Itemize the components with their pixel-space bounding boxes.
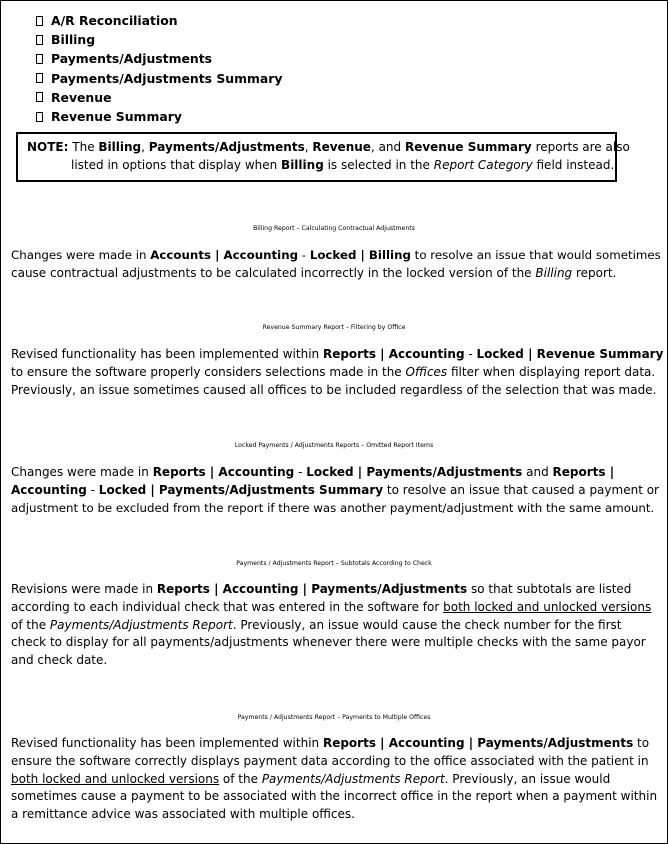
- para-text: Changes were made in: [11, 465, 153, 479]
- note-bold: Revenue Summary: [404, 140, 532, 154]
- list-item-label: Payments/Adjustments: [51, 51, 213, 67]
- para-text: Revised functionality has been implemented within: [11, 736, 323, 750]
- para-text: -: [86, 482, 99, 497]
- checkbox-icon[interactable]: [36, 92, 43, 102]
- para-text: report.: [572, 265, 617, 280]
- para-text: cause contractual adjustments to be calculated incorrectly in the locked version of the: [11, 265, 536, 280]
- para-underline: both locked and unlocked versions: [443, 599, 652, 614]
- para-text: sometimes cause a payment to be associated with the incorrect office in the report when a payment within: [11, 789, 658, 804]
- section-heading: Payments / Adjustments Report – Payments to Multiple Offices: [237, 714, 431, 721]
- para-bold: Reports | Accounting: [152, 465, 295, 479]
- section-heading: Payments / Adjustments Report – Subtotals According to Check: [236, 560, 432, 567]
- note-bold: Billing: [98, 140, 142, 154]
- checkbox-icon[interactable]: [36, 16, 43, 26]
- section-heading: Revenue Summary Report – Filtering by Office: [262, 324, 406, 331]
- list-item-label: Revenue: [51, 89, 112, 105]
- checkbox-icon[interactable]: [36, 35, 43, 45]
- section-paragraph: [11, 464, 663, 517]
- note-box: [16, 132, 630, 182]
- para-bold: Reports |: [552, 465, 615, 479]
- para-bold: Reports | Accounting: [322, 347, 465, 361]
- section-paragraph: [11, 581, 663, 670]
- para-text: adjustment to be excluded from the report if there was another payment/adjustment with the same amount.: [11, 500, 655, 515]
- checkbox-icon[interactable]: [36, 54, 43, 64]
- para-text: so that subtotals are listed: [467, 582, 632, 596]
- note-bold: Billing: [281, 158, 324, 172]
- note-line-2: [71, 156, 614, 174]
- para-bold: Locked | Revenue Summary: [476, 347, 664, 361]
- note-text: The: [68, 140, 99, 154]
- note-line-1: [27, 138, 630, 156]
- para-text: -: [294, 465, 307, 479]
- note-text: reports are also: [531, 140, 630, 154]
- note-text: is selected in the: [323, 158, 434, 172]
- section-heading: Billing Report – Calculating Contractual Adjustments: [253, 225, 415, 232]
- para-text: filter when displaying report data.: [447, 364, 656, 379]
- note-label: NOTE:: [27, 140, 69, 154]
- list-item-label: Revenue Summary: [51, 108, 182, 124]
- note-text: ,: [141, 140, 149, 154]
- para-text: to ensure the software properly considers selections made in the: [11, 364, 406, 379]
- para-bold: Accounts | Accounting: [150, 248, 299, 262]
- section-paragraph: [11, 247, 663, 283]
- para-text: of the: [219, 771, 262, 786]
- note-text: field instead.: [532, 158, 615, 172]
- para-text: Revisions were made in: [11, 582, 157, 596]
- list-item[interactable]: [36, 107, 282, 126]
- para-text: . Previously, an issue would: [444, 771, 611, 786]
- note-text: , and: [370, 140, 405, 154]
- para-bold: Locked | Payments/Adjustments: [306, 465, 523, 479]
- para-text: check to display for all payments/adjustments whenever there were multiple checks with the same payor: [11, 635, 646, 650]
- para-text: Changes were made in: [11, 248, 151, 262]
- list-item[interactable]: [36, 11, 282, 30]
- para-text: ensure the software correctly displays payment data according to the office associated with the patient in: [11, 753, 649, 768]
- para-italic: Offices: [405, 364, 448, 379]
- para-italic: Billing: [535, 265, 573, 280]
- report-checklist: [36, 11, 282, 126]
- section-paragraph: [11, 346, 663, 399]
- list-item[interactable]: [36, 88, 282, 107]
- para-bold: Accounting: [11, 482, 87, 497]
- para-text: Revised functionality has been implemented within: [11, 347, 323, 361]
- para-text: . Previously, an issue would cause the check number for the first: [232, 617, 622, 632]
- list-item[interactable]: [36, 49, 282, 68]
- para-bold: Locked | Payments/Adjustments Summary: [98, 482, 384, 497]
- note-text: ,: [304, 140, 313, 154]
- para-text: according to each individual check that was entered in the software for: [11, 599, 444, 614]
- list-item-label: Payments/Adjustments Summary: [51, 70, 283, 86]
- para-text: and: [522, 465, 553, 479]
- para-text: of the: [11, 617, 50, 632]
- para-text: to: [633, 736, 650, 750]
- section-heading: Locked Payments / Adjustments Reports – Omitted Report Items: [234, 442, 434, 449]
- list-item[interactable]: [36, 69, 282, 88]
- note-text: listed in options that display when: [71, 158, 282, 172]
- list-item[interactable]: [36, 30, 282, 49]
- checkbox-icon[interactable]: [36, 73, 43, 83]
- para-bold: Reports | Accounting | Payments/Adjustments: [156, 582, 468, 596]
- section-paragraph: [11, 735, 663, 824]
- para-text: to resolve an issue that caused a payment or: [383, 482, 659, 497]
- para-text: Previously, an issue sometimes caused all offices to be included regardless of the selection that was made.: [11, 382, 657, 397]
- para-text: to resolve an issue that would sometimes: [410, 248, 661, 262]
- note-bold: Payments/Adjustments: [148, 140, 305, 154]
- para-text: -: [464, 347, 477, 361]
- list-item-label: Billing: [51, 32, 96, 48]
- para-bold: Locked | Billing: [309, 248, 411, 262]
- para-text: a remittance advice was associated with multiple offices.: [11, 807, 355, 822]
- para-text: and check date.: [11, 653, 108, 668]
- list-item-label: A/R Reconciliation: [51, 13, 178, 28]
- para-bold: Reports | Accounting | Payments/Adjustments: [322, 736, 634, 750]
- para-italic: Payments/Adjustments Report: [261, 771, 445, 786]
- checkbox-icon[interactable]: [36, 112, 43, 122]
- para-italic: Payments/Adjustments Report: [49, 617, 233, 632]
- note-italic: Report Category: [433, 158, 533, 172]
- para-text: -: [298, 248, 310, 262]
- note-bold: Revenue: [312, 140, 371, 154]
- para-underline: both locked and unlocked versions: [11, 771, 220, 786]
